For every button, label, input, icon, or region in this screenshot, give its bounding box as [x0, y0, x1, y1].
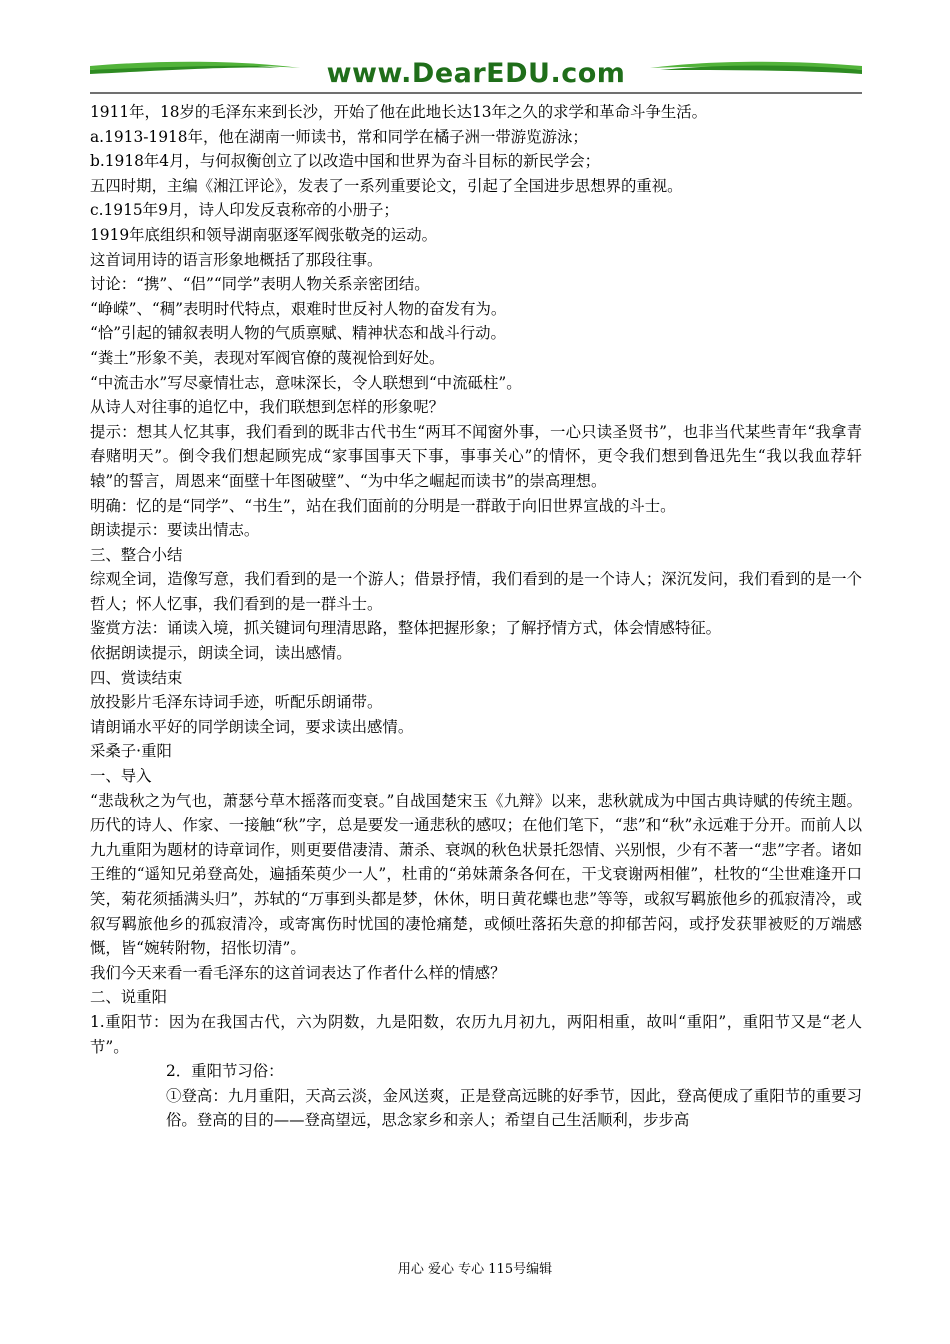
- paragraph: 放投影片毛泽东诗词手迹，听配乐朗诵带。: [90, 693, 383, 712]
- paragraph: c.1915年9月，诗人印发反袁称帝的小册子；: [90, 201, 399, 220]
- paragraph: 提示：想其人忆其事，我们看到的既非古代书生“两耳不闻窗外事，一心只读圣贤书”，也非当代某些青年“我拿青春赌明天”。倒令我们想起顾宪成“家事国事天下事，事事关心”的情怀，更令我们想到鲁迅先生“我以我血荐轩辕”的誓言，周恩来“面壁十年图破壁”、“为中华之崛起而读书”的崇高理想。: [90, 422, 862, 490]
- site-header-banner: [90, 56, 862, 100]
- paragraph: 依据朗读提示，朗读全词，读出感情。: [90, 644, 352, 663]
- paragraph: 明确：忆的是“同学”、“书生”，站在我们面前的分明是一群敢于向旧世界宣战的斗士。: [90, 496, 676, 515]
- paragraph: “悲哉秋之为气也，萧瑟兮草木摇落而变衰。”自战国楚宋玉《九辩》以来，悲秋就成为中国古典诗赋的传统主题。历代的诗人、作家、一接触“秋”字，总是要发一通悲秋的感叹；在他们笔下，“悲”和“秋”永远难于分开。而前人以九九重阳为题材的诗章词作，则更要借凄清、萧杀、衰飒的秋色状景托怨情、兴别恨，少有不著一“悲”字者。诸如王维的“遥知兄弟登高处，遍插茱萸少一人”，杜甫的“弟妹萧条各何在，干戈衰谢两相催”，杜牧的“尘世难逢开口笑，菊花须插满头归”，苏轼的“万事到头都是梦，休休，明日黄花蝶也悲”等等，或叙写羁旅他乡的孤寂清冷，或叙写羁旅他乡的孤寂清冷，或寄寓伤时忧国的凄怆痛楚，或倾吐落拓失意的抑郁苦闷，或抒发获罪被贬的万端感慨，皆“婉转附物，招怅切清”。: [90, 791, 862, 958]
- paragraph: 这首词用诗的语言形象地概括了那段往事。: [90, 250, 383, 269]
- section-heading: 四、赏读结束: [90, 668, 183, 687]
- paragraph: ①登高：九月重阳，天高云淡，金风送爽，正是登高远眺的好季节，因此，登高便成了重阳节的重要习俗。登高的目的——登高望远，思念家乡和亲人；希望自己生活顺利，步步高: [166, 1086, 862, 1130]
- paragraph: a.1913-1918年，他在湖南一师读书，常和同学在橘子洲一带游览游泳；: [90, 127, 588, 146]
- paragraph: 1911年，18岁的毛泽东来到长沙，开始了他在此地长达13年之久的求学和革命斗争生活。: [90, 103, 708, 121]
- section-heading: 二、说重阳: [90, 988, 167, 1007]
- paragraph: 从诗人对往事的追忆中，我们联想到怎样的形象呢？: [90, 398, 444, 417]
- paragraph: 五四时期，主编《湘江评论》，发表了一系列重要论文，引起了全国进步思想界的重视。: [90, 176, 683, 195]
- paragraph: 我们今天来看一看毛泽东的这首词表达了作者什么样的情感？: [90, 963, 506, 982]
- paragraph: 2．重阳节习俗：: [166, 1062, 284, 1081]
- document-body: [90, 100, 862, 1133]
- paragraph: “恰”引起的铺叙表明人物的气质禀赋、精神状态和战斗行动。: [90, 324, 506, 343]
- paragraph: 朗读提示：要读出情志。: [90, 521, 260, 540]
- paragraph: 1919年底组织和领导湖南驱逐军阀张敬尧的运动。: [90, 225, 437, 244]
- site-logo-text: www.DearEDU.com: [326, 58, 626, 89]
- paragraph: 综观全词，造像写意，我们看到的是一个游人；借景抒情，我们看到的是一个诗人；深沉发问，我们看到的是一个哲人；怀人忆事，我们看到的是一群斗士。: [90, 570, 862, 613]
- section-heading: 三、整合小结: [90, 545, 183, 564]
- paragraph: “中流击水”写尽豪情壮志，意味深长，令人联想到“中流砥柱”。: [90, 373, 522, 392]
- paragraph: 1.重阳节：因为在我国古代，六为阴数，九是阳数，农历九月初九，两阳相重，故叫“重阳”，重阳节又是“老人节”。: [90, 1012, 862, 1056]
- paragraph: 鉴赏方法：诵读入境，抓关键词句理清思路，整体把握形象；了解抒情方式，体会情感特征。: [90, 619, 722, 638]
- page-footer: 用心 爱心 专心 115号编辑: [397, 1262, 553, 1277]
- paragraph: 请朗诵水平好的同学朗读全词，要求读出感情。: [90, 717, 414, 736]
- poem-title: 采桑子·重阳: [90, 742, 172, 761]
- paragraph: “粪土”形象不美，表现对军阀官僚的蔑视恰到好处。: [90, 348, 445, 367]
- paragraph: 讨论：“携”、“侣”“同学”表明人物关系亲密团结。: [90, 275, 430, 294]
- paragraph: b.1918年4月，与何叔衡创立了以改造中国和世界为奋斗目标的新民学会；: [90, 152, 601, 171]
- section-heading: 一、导入: [90, 767, 152, 786]
- paragraph: “峥嵘”、“稠”表明时代特点，艰难时世反衬人物的奋发有为。: [90, 299, 507, 318]
